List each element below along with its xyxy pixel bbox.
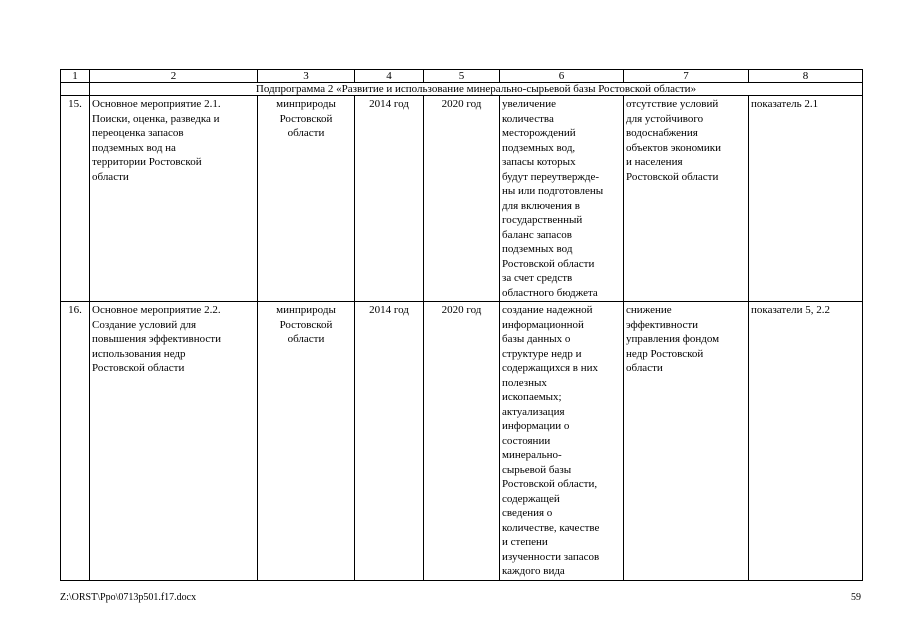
- row-number: 15.: [61, 96, 90, 302]
- column-header: 5: [424, 70, 500, 83]
- subprogram-row: [61, 83, 863, 96]
- start-date-cell: 2014 год: [355, 96, 424, 302]
- column-header: 7: [624, 70, 749, 83]
- consequence-cell: снижение эффективности управления фондом недр Ростовской области: [624, 302, 749, 581]
- start-date-cell: 2014 год: [355, 302, 424, 581]
- column-header: 8: [749, 70, 863, 83]
- column-header: 1: [61, 70, 90, 83]
- indicator-cell: показатель 2.1: [749, 96, 863, 302]
- activity-cell: Основное мероприятие 2.2. Создание условий для повышения эффективности использования недр Ростовской области: [90, 302, 258, 581]
- column-header: 3: [258, 70, 355, 83]
- expected-result-cell: увеличение количества месторождений подземных вод, запасы которых будут переутвержде- ны или подготовлены для включения в государственный баланс запасов подземных вод Ростовской области за счет средств областного бюджета: [500, 96, 624, 302]
- table-row: [61, 96, 863, 302]
- executor-cell: минприроды Ростовской области: [258, 302, 355, 581]
- end-date-cell: 2020 год: [424, 302, 500, 581]
- column-number-row: [61, 70, 863, 83]
- executor-cell: минприроды Ростовской области: [258, 96, 355, 302]
- subprogram-title: Подпрограмма 2 «Развитие и использование минерально-сырьевой базы Ростовской области»: [90, 83, 863, 96]
- table-row: [61, 302, 863, 581]
- indicator-cell: показатели 5, 2.2: [749, 302, 863, 581]
- document-table: [60, 69, 863, 581]
- column-header: 6: [500, 70, 624, 83]
- consequence-cell: отсутствие условий для устойчивого водоснабжения объектов экономики и населения Ростовской области: [624, 96, 749, 302]
- footer-file-path: Z:\ORST\Ppo\0713p501.f17.docx: [60, 592, 197, 603]
- column-header: 2: [90, 70, 258, 83]
- column-header: 4: [355, 70, 424, 83]
- end-date-cell: 2020 год: [424, 96, 500, 302]
- row-number: 16.: [61, 302, 90, 581]
- expected-result-cell: создание надежной информационной базы данных о структуре недр и содержащихся в них полезных ископаемых; актуализация информации о состоянии минерально- сырьевой базы Ростовской области, содержащей сведения о количестве, качестве и степени изученности запасов каждого вида: [500, 302, 624, 581]
- footer-page-number: 59: [851, 592, 861, 603]
- subprogram-spacer: [61, 83, 90, 96]
- activity-cell: Основное мероприятие 2.1. Поиски, оценка, разведка и переоценка запасов подземных вод на территории Ростовской области: [90, 96, 258, 302]
